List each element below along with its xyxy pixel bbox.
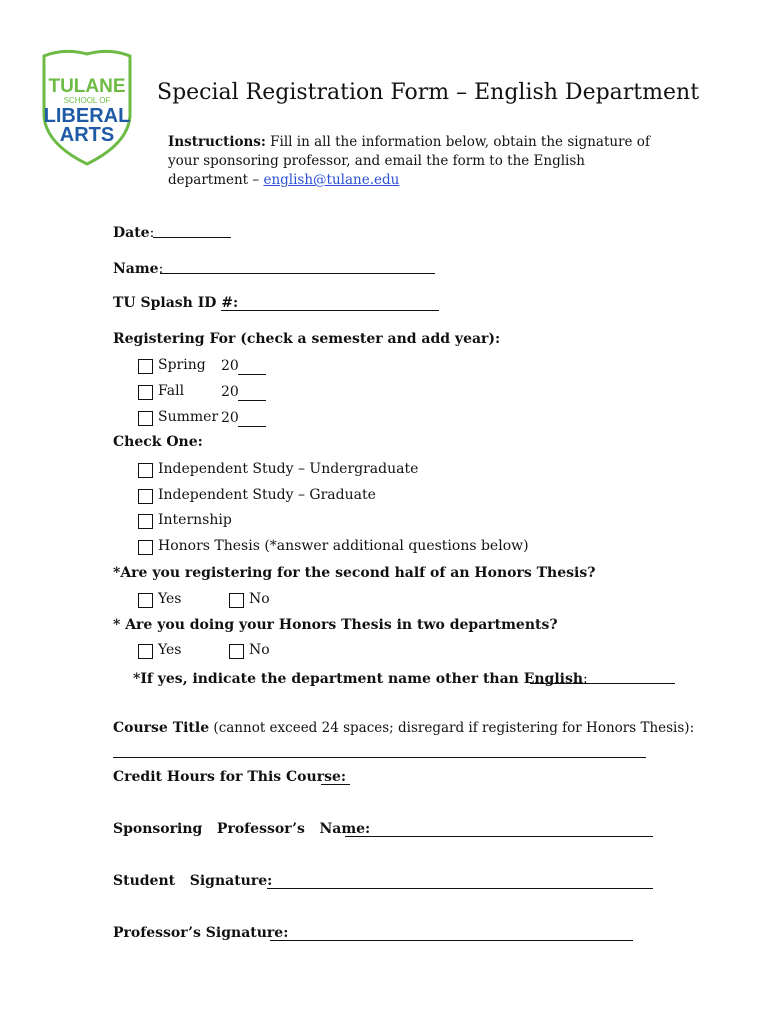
splash-label: TU Splash ID #:: [113, 295, 239, 311]
spring-year-prefix: 20: [221, 358, 239, 374]
course-label: Course Title: [113, 720, 210, 736]
spring-checkbox[interactable]: [138, 359, 153, 374]
honors-thesis-checkbox[interactable]: [138, 540, 153, 555]
q2-yes-checkbox[interactable]: [138, 644, 153, 659]
instructions-text: Fill in all the information below, obtain the signature of your sponsoring professor, and email the form to the English department –: [168, 134, 650, 188]
fall-checkbox[interactable]: [138, 385, 153, 400]
student-signature-field[interactable]: [267, 888, 653, 889]
tulane-logo: [40, 48, 134, 166]
logo-line4: ARTS: [59, 124, 115, 146]
fall-label: Fall: [158, 383, 185, 399]
instructions: [168, 133, 658, 190]
q3-label: *If yes, indicate the department name other than English: [133, 671, 584, 687]
name-field[interactable]: [160, 273, 435, 274]
indep-grad-checkbox[interactable]: [138, 489, 153, 504]
name-colon: :: [158, 261, 164, 277]
summer-year-field[interactable]: [238, 426, 266, 427]
other-dept-field[interactable]: [530, 683, 675, 684]
fall-year-field[interactable]: [238, 400, 266, 401]
q1-no-label: No: [249, 591, 270, 607]
form-title: Special Registration Form – English Department: [157, 80, 700, 105]
shield-logo-icon: [40, 48, 134, 166]
date-field[interactable]: [153, 237, 231, 238]
q2-no-checkbox[interactable]: [229, 644, 244, 659]
instructions-label: Instructions:: [168, 134, 266, 150]
credit-hours-field[interactable]: [321, 784, 350, 785]
email-link[interactable]: english@tulane.edu: [263, 172, 400, 188]
q3-colon: :: [583, 671, 588, 687]
course-note: (cannot exceed 24 spaces; disregard if registering for Honors Thesis):: [209, 720, 695, 736]
registering-label: Registering For (check a semester and add year):: [113, 331, 501, 347]
date-row: [113, 222, 154, 241]
q1-yes-checkbox[interactable]: [138, 593, 153, 608]
q1-no-checkbox[interactable]: [229, 593, 244, 608]
internship-label: Internship: [158, 512, 232, 528]
course-title-field[interactable]: [113, 757, 646, 758]
q3-row: [133, 668, 588, 687]
summer-year-prefix: 20: [221, 410, 239, 426]
indep-undergrad-label: Independent Study – Undergraduate: [158, 461, 419, 477]
logo-line3: LIBERAL: [43, 105, 131, 127]
internship-checkbox[interactable]: [138, 514, 153, 529]
professor-signature-field[interactable]: [270, 940, 633, 941]
q1-yes-label: Yes: [158, 591, 182, 607]
check-one-label: Check One:: [113, 434, 203, 450]
date-label: Date: [113, 225, 150, 241]
logo-line2: SCHOOL OF: [63, 96, 111, 105]
q1-label: *Are you registering for the second half of an Honors Thesis?: [113, 565, 596, 581]
q2-yes-label: Yes: [158, 642, 182, 658]
summer-label: Summer: [158, 409, 219, 425]
prof-sig-label: Professor’s Signature:: [113, 925, 289, 941]
name-label: Name: [113, 261, 159, 277]
summer-checkbox[interactable]: [138, 411, 153, 426]
date-colon: :: [149, 225, 155, 241]
q2-label: * Are you doing your Honors Thesis in two departments?: [113, 617, 558, 633]
indep-grad-label: Independent Study – Graduate: [158, 487, 376, 503]
q2-no-label: No: [249, 642, 270, 658]
course-row: [113, 717, 694, 736]
fall-year-prefix: 20: [221, 384, 239, 400]
splash-field[interactable]: [221, 310, 439, 311]
student-sig-label: Student Signature:: [113, 873, 273, 889]
name-row: [113, 258, 163, 277]
indep-undergrad-checkbox[interactable]: [138, 463, 153, 478]
spring-year-field[interactable]: [238, 374, 266, 375]
spring-label: Spring: [158, 357, 206, 373]
honors-thesis-label: Honors Thesis (*answer additional questions below): [158, 538, 529, 554]
credit-label: Credit Hours for This Course:: [113, 769, 347, 785]
sponsor-label: Sponsoring Professor’s Name:: [113, 821, 371, 837]
sponsor-name-field[interactable]: [345, 836, 653, 837]
logo-line1: TULANE: [48, 76, 126, 97]
